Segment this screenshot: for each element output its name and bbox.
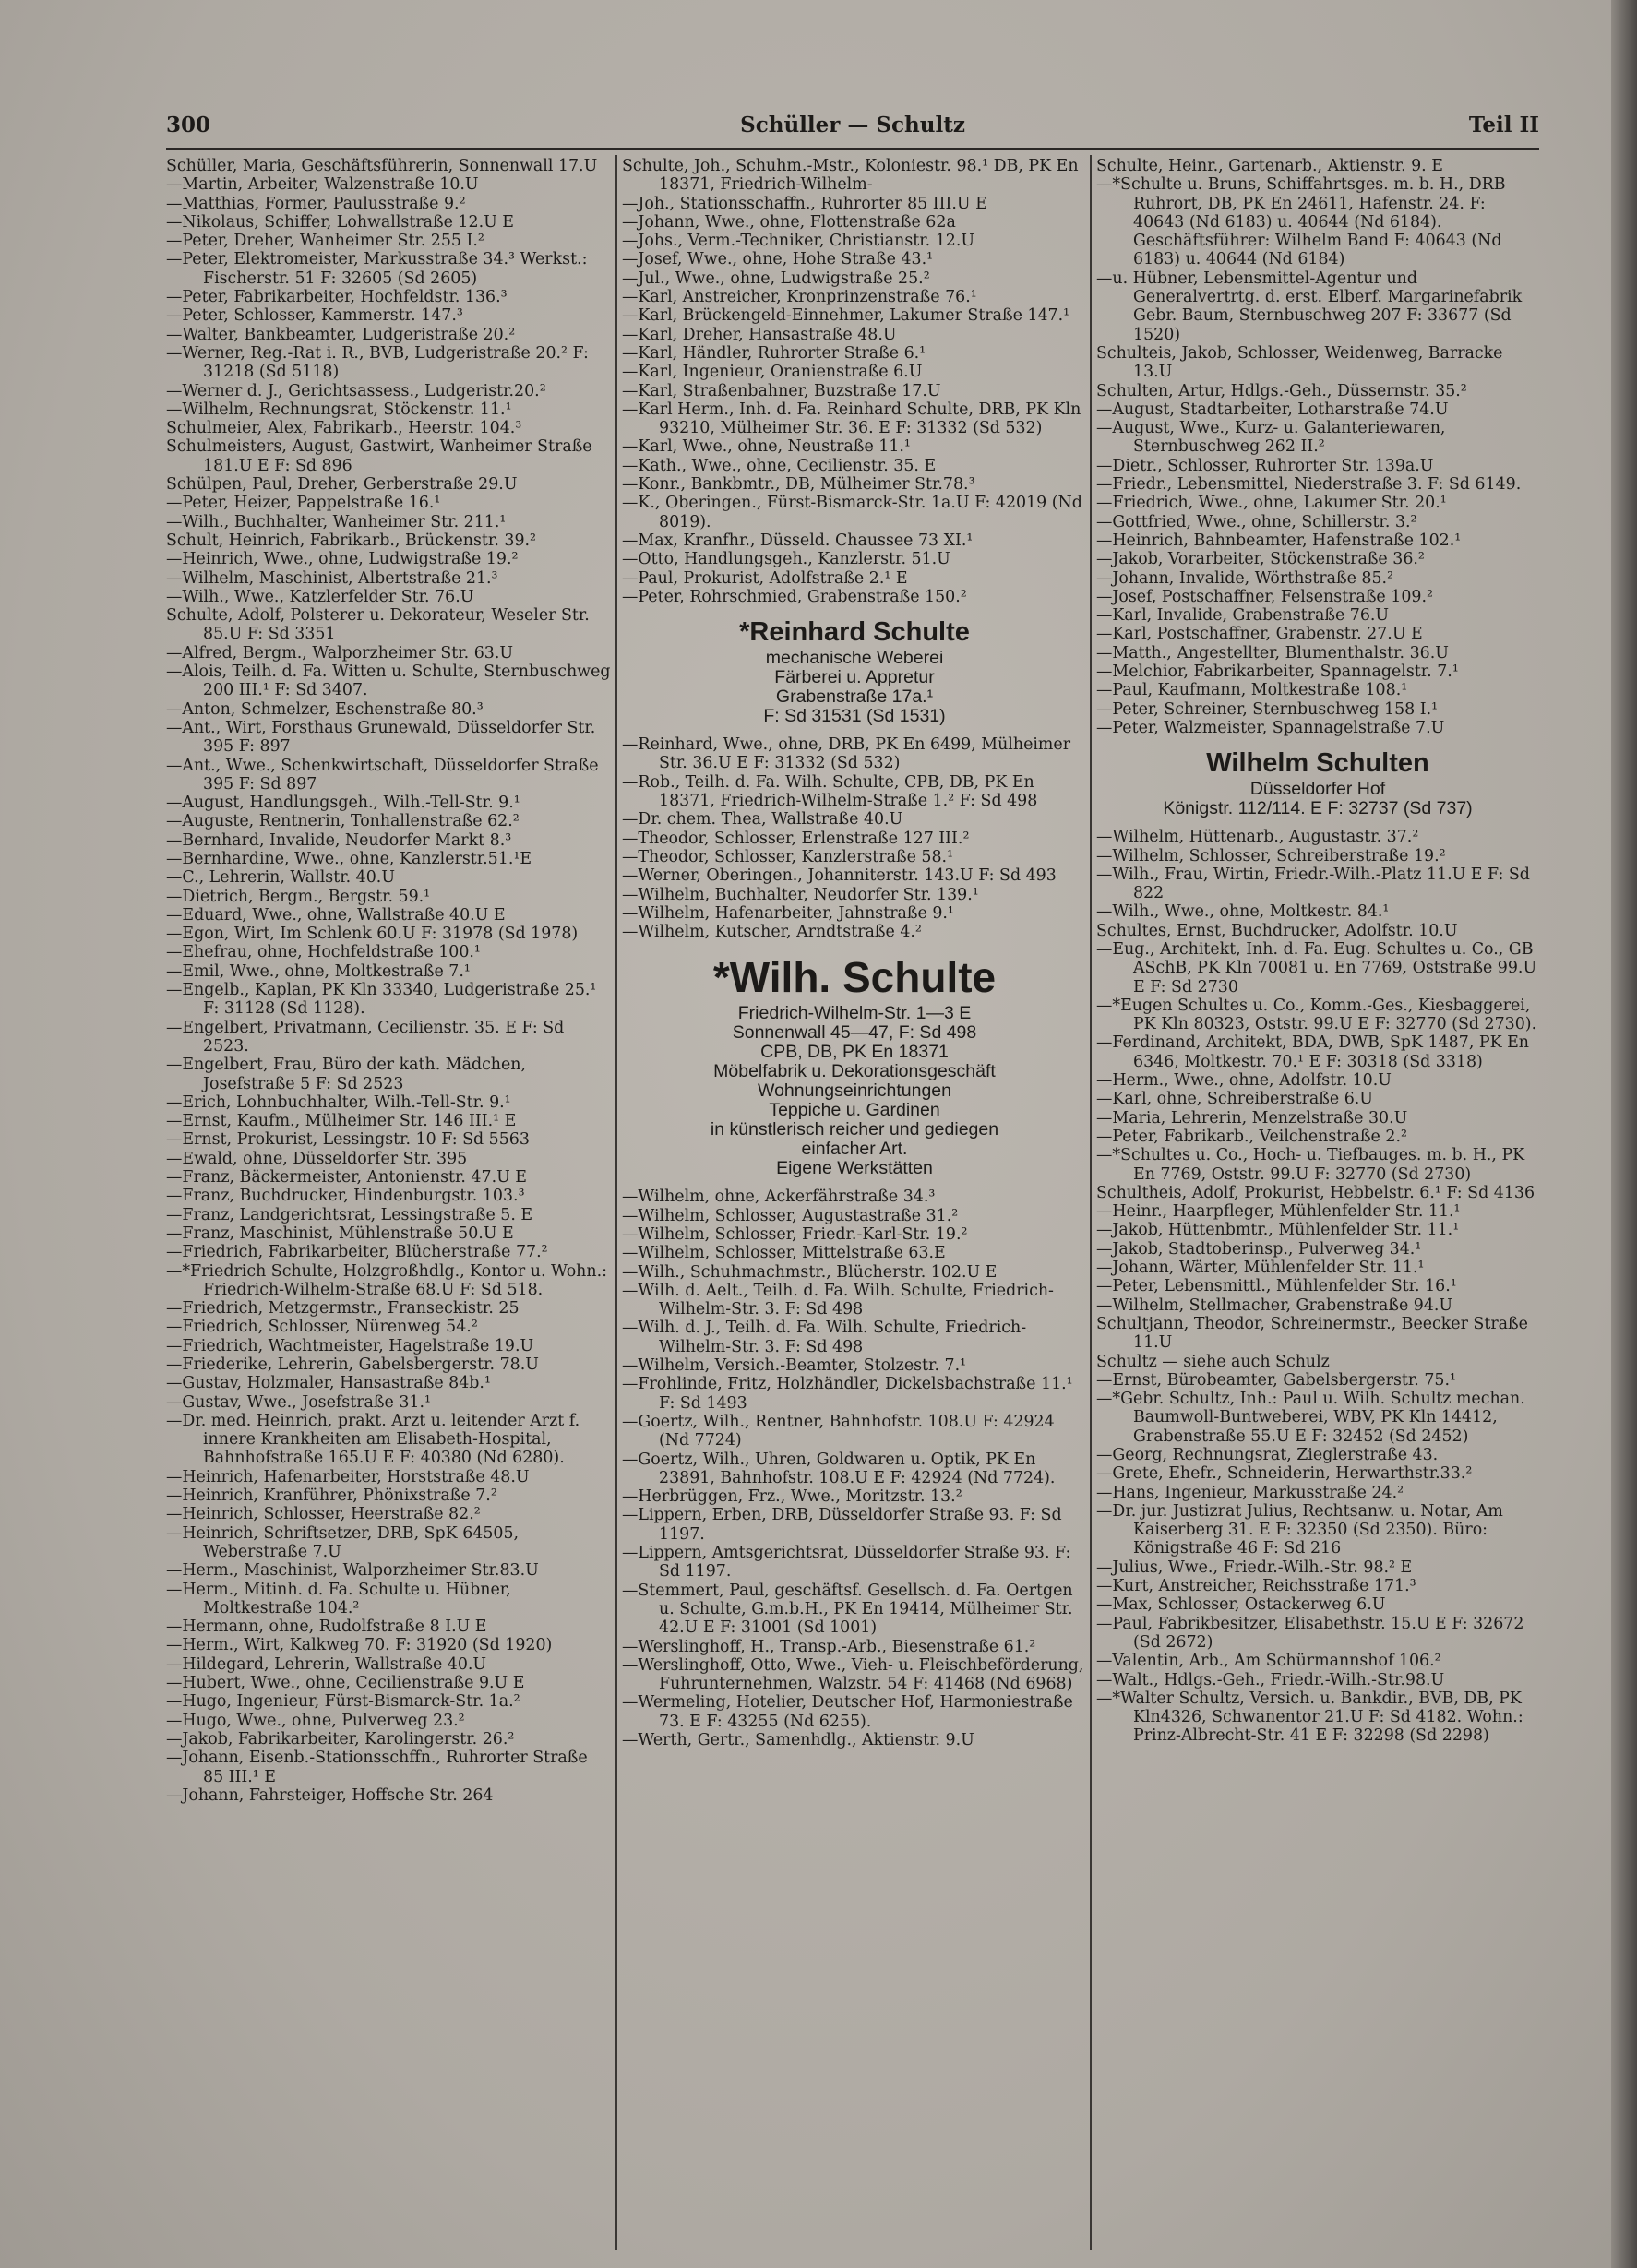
directory-entry: —Jakob, Fabrikarbeiter, Karolingerstr. 26.²	[166, 1729, 515, 1749]
directory-entry: —Kath., Wwe., ohne, Cecilienstr. 35. E	[622, 456, 937, 475]
directory-entry: —Peter, Fabrikarbeiter, Hochfeldstr. 136.³	[166, 288, 508, 307]
directory-entry: —Gustav, Holzmaler, Hansastraße 84b.¹	[166, 1374, 491, 1393]
directory-entry: —Gottfried, Wwe., ohne, Schillerstr. 3.²	[1096, 512, 1417, 531]
directory-entry: —Hubert, Wwe., ohne, Cecilienstraße 9.U E	[166, 1674, 525, 1693]
directory-entry: —Friedr., Lebensmittel, Niederstraße 3. F: Sd 6149.	[1096, 475, 1522, 495]
directory-entry: —Bernhard, Invalide, Neudorfer Markt 8.³	[166, 830, 512, 850]
directory-entry: —Dr. jur. Justizrat Julius, Rechtsanw. u. Notar, Am Kaiserberg 31. E F: 32350 (Sd 2350). Büro: Königstraße 46 F: Sd 216	[1096, 1501, 1503, 1558]
directory-entry: —Engelb., Kaplan, PK Kln 33340, Ludgeristraße 25.¹ F: 31128 (Sd 1128).	[166, 981, 597, 1019]
directory-entry: —Wilh., Schuhmachmstr., Blücherstr. 102.U E	[622, 1262, 998, 1282]
header-rule	[166, 148, 1539, 150]
directory-entry: —Jakob, Stadtoberinsp., Pulverweg 34.¹	[1096, 1239, 1422, 1259]
directory-entry: —Werner, Reg.-Rat i. R., BVB, Ludgeristraße 20.² F: 31218 (Sd 5118)	[166, 343, 589, 382]
directory-entry: —Karl Herm., Inh. d. Fa. Reinhard Schulte, DRB, PK Kln 93210, Mülheimer Str. 36. E F: 31332 (Sd 532)	[622, 400, 1081, 438]
directory-entry: —Joh., Stationsschaffn., Ruhrorter 85 III.U E	[622, 194, 987, 213]
directory-entry: —*Schultes u. Co., Hoch- u. Tiefbauges. m. b. H., PK En 7769, Oststr. 99.U F: 32770 (Sd 2730)	[1096, 1146, 1525, 1184]
ad-line: Färberei u. Appretur	[774, 667, 935, 688]
directory-entry: —Karl, Ingenieur, Oranienstraße 6.U	[622, 363, 923, 382]
directory-entry: —Max, Schlosser, Ostackerweg 6.U	[1096, 1595, 1386, 1615]
directory-entry: —Emil, Wwe., ohne, Moltkestraße 7.¹	[166, 961, 471, 981]
directory-entry: —Johann, Wwe., ohne, Flottenstraße 62a	[622, 212, 956, 232]
directory-entry: —Wilhelm, Buchhalter, Neudorfer Str. 139.¹	[622, 885, 979, 904]
directory-entry: —Peter, Walzmeister, Spannagelstraße 7.U	[1096, 718, 1445, 737]
directory-entry: —Lippern, Erben, DRB, Düsseldorfer Straße 93. F: Sd 1197.	[622, 1506, 1062, 1544]
directory-entry: —Karl, Straßenbahner, Buzstraße 17.U	[622, 381, 941, 400]
page-header	[166, 113, 1539, 144]
directory-entry: Schultes, Ernst, Buchdrucker, Adolfstr. 10.U	[1096, 921, 1458, 940]
directory-entry: —Franz, Buchdrucker, Hindenburgstr. 103.³	[166, 1187, 525, 1206]
directory-entry: —Hugo, Ingenieur, Fürst-Bismarck-Str. 1a.²	[166, 1692, 520, 1712]
directory-entry: —Stemmert, Paul, geschäftsf. Gesellsch. d. Fa. Oertgen u. Schulte, G.m.b.H., PK En 19414, Mülheimer Str. 42.U E F: 31001 (Sd 1001)	[622, 1581, 1073, 1638]
directory-entry: —Karl, ohne, Schreiberstraße 6.U	[1096, 1090, 1373, 1109]
directory-entry: —Jul., Wwe., ohne, Ludwigstraße 25.²	[622, 269, 930, 288]
ad-line: Sonnenwall 45—47, F: Sd 498	[732, 1022, 977, 1044]
directory-entry: —Jakob, Hüttenbmtr., Mühlenfelder Str. 11.¹	[1096, 1221, 1460, 1240]
directory-entry: —Grete, Ehefr., Schneiderin, Herwarthstr.33.²	[1096, 1464, 1473, 1484]
directory-entry: —Bernhardine, Wwe., ohne, Kanzlerstr.51.¹E	[166, 849, 532, 868]
directory-entry: —Johs., Verm.-Techniker, Christianstr. 12.U	[622, 232, 975, 251]
directory-entry: —Kurt, Anstreicher, Reichsstraße 171.³	[1096, 1577, 1416, 1596]
directory-entry: Schult, Heinrich, Fabrikarb., Brückenstr. 39.²	[166, 531, 537, 550]
directory-entry: —Lippern, Amtsgerichtsrat, Düsseldorfer Straße 93. F: Sd 1197.	[622, 1544, 1071, 1582]
directory-entry: —Hugo, Wwe., ohne, Pulverweg 23.²	[166, 1711, 465, 1730]
directory-entry: —Wilh., Wwe., ohne, Moltkestr. 84.¹	[1096, 902, 1390, 922]
directory-entry: —Karl, Invalide, Grabenstraße 76.U	[1096, 606, 1390, 626]
directory-entry: —Karl, Dreher, Hansastraße 48.U	[622, 325, 897, 344]
directory-entry: Schultheis, Adolf, Prokurist, Hebbelstr. 6.¹ F: Sd 4136	[1096, 1183, 1535, 1202]
directory-entry: —Wilhelm, Schlosser, Schreiberstraße 19.²	[1096, 846, 1446, 865]
directory-entry: —Friedrich, Wachtmeister, Hagelstraße 19.U	[166, 1336, 534, 1355]
directory-entry: —Friedrich, Schlosser, Nürenweg 54.²	[166, 1318, 478, 1337]
directory-entry: —Theodor, Schlosser, Kanzlerstraße 58.¹	[622, 847, 954, 866]
directory-entry: —Herm., Mitinh. d. Fa. Schulte u. Hübner, Moltkestraße 104.²	[166, 1580, 511, 1617]
directory-entry: Schulmeier, Alex, Fabrikarb., Heerstr. 104.³	[166, 419, 522, 438]
ad-line: Friedrich-Wilhelm-Str. 1—3 E	[737, 1003, 972, 1024]
directory-entry: —Wilhelm, Schlosser, Augustastraße 31.²	[622, 1206, 959, 1225]
directory-entry: —Ewald, ohne, Düsseldorfer Str. 395	[166, 1149, 468, 1168]
directory-entry: —Heinrich, Bahnbeamter, Hafenstraße 102.¹	[1096, 531, 1462, 550]
directory-entry: —Werner, Oberingen., Johanniterstr. 143.U F: Sd 493	[622, 866, 1057, 886]
directory-entry: —Karl, Postschaffner, Grabenstr. 27.U E	[1096, 625, 1423, 644]
directory-entry: Schultz — siehe auch Schulz	[1096, 1352, 1330, 1371]
directory-entry: Schulte, Heinr., Gartenarb., Aktienstr. 9. E	[1096, 157, 1443, 175]
ad-line: einfacher Art.	[801, 1139, 908, 1160]
directory-entry: —Herbrüggen, Frz., Wwe., Moritzstr. 13.²	[622, 1487, 962, 1507]
directory-entry: —Reinhard, Wwe., ohne, DRB, PK En 6499, Mülheimer Str. 36.U E F: 31332 (Sd 532)	[622, 735, 1071, 773]
directory-entry: —Egon, Wirt, Im Schlenk 60.U F: 31978 (Sd 1978)	[166, 925, 579, 944]
directory-entry: —Karl, Brückengeld-Einnehmer, Lakumer Straße 147.¹	[622, 306, 1070, 326]
directory-entry: —Peter, Schreiner, Sternbuschweg 158 I.¹	[1096, 699, 1439, 719]
directory-entry: —Wilhelm, Maschinist, Albertstraße 21.³	[166, 568, 498, 588]
directory-entry: —Johann, Eisenb.-Stationsschffn., Ruhrorter Straße 85 III.¹ E	[166, 1749, 588, 1786]
directory-entry: —August, Stadtarbeiter, Lotharstraße 74.U	[1096, 400, 1449, 419]
page-number: 300	[166, 113, 211, 137]
directory-entry: —Franz, Bäckermeister, Antonienstr. 47.U E	[166, 1168, 527, 1188]
directory-entry: —Eduard, Wwe., ohne, Wallstraße 40.U E	[166, 905, 506, 925]
directory-entry: —Heinrich, Hafenarbeiter, Horststraße 48.U	[166, 1467, 530, 1486]
directory-entry: —Hermann, ohne, Rudolfstraße 8 I.U E	[166, 1617, 487, 1637]
directory-entry: —Werslinghoff, H., Transp.-Arb., Biesenstraße 61.²	[622, 1637, 1036, 1656]
directory-entry: Schülpen, Paul, Dreher, Gerberstraße 29.U	[166, 475, 518, 495]
directory-entry: —*Schulte u. Bruns, Schiffahrtsges. m. b. H., DRB Ruhrort, DB, PK En 24611, Hafenstr. 24. F: 40643 (Nd 6183) u. 40644 (Nd 6184). Geschäftsführer: Wilhelm Band F: 40643 (Nd 6183) u. 40644 (Nd 6184)	[1096, 175, 1506, 269]
column-1	[166, 157, 613, 2256]
directory-entry: —Dietrich, Bergm., Bergstr. 59.¹	[166, 887, 431, 906]
directory-entry: —Heinrich, Kranführer, Phönixstraße 7.²	[166, 1486, 497, 1506]
directory-entry: —Peter, Fabrikarb., Veilchenstraße 2.²	[1096, 1127, 1407, 1146]
directory-entry: —Peter, Dreher, Wanheimer Str. 255 I.²	[166, 232, 484, 251]
ad-line: Wohnungseinrichtungen	[758, 1080, 951, 1102]
directory-entry: —Walter, Bankbeamter, Ludgeristraße 20.²	[166, 325, 516, 344]
directory-entry: —August, Wwe., Kurz- u. Galanteriewaren, Sternbuschweg 262 II.²	[1096, 419, 1446, 457]
directory-entry: —Wilhelm, Kutscher, Arndtstraße 4.²	[622, 923, 922, 942]
directory-entry: —Peter, Lebensmittl., Mühlenfelder Str. 16.¹	[1096, 1277, 1457, 1296]
directory-entry: —Julius, Wwe., Friedr.-Wilh.-Str. 98.² E	[1096, 1558, 1413, 1577]
directory-entry: Schultjann, Theodor, Schreinermstr., Beecker Straße 11.U	[1096, 1314, 1528, 1353]
directory-entry: —August, Handlungsgeh., Wilh.-Tell-Str. 9.¹	[166, 794, 520, 813]
column-3	[1096, 157, 1539, 2256]
ad-title: Wilhelm Schulten	[1206, 748, 1429, 779]
directory-entry: —Erich, Lohnbuchhalter, Wilh.-Tell-Str. 9.¹	[166, 1092, 511, 1112]
directory-entry: —Ant., Wirt, Forsthaus Grunewald, Düsseldorfer Str. 395 F: 897	[166, 718, 596, 757]
directory-entry: —Karl, Händler, Ruhrorter Straße 6.¹	[622, 343, 926, 363]
directory-entry: —Josef, Postschaffner, Felsenstraße 109.²	[1096, 587, 1433, 606]
directory-entry: —Werth, Gertr., Samenhdlg., Aktienstr. 9.U	[622, 1731, 974, 1749]
directory-entry: —Melchior, Fabrikarbeiter, Spannagelstr. 7.¹	[1096, 662, 1459, 682]
directory-entry: —*Eugen Schultes u. Co., Komm.-Ges., Kiesbaggerei, PK Kln 80323, Oststr. 99.U E F: 32770 (Sd 2730).	[1096, 996, 1537, 1034]
directory-entry: —Wilh., Buchhalter, Wanheimer Str. 211.¹	[166, 512, 507, 531]
directory-entry: —Heinrich, Wwe., ohne, Ludwigstraße 19.²	[166, 550, 519, 569]
directory-entry: —Paul, Kaufmann, Moltkestraße 108.¹	[1096, 681, 1408, 700]
ad-reinhard-schulte	[622, 615, 1087, 726]
directory-entry: —Herm., Wirt, Kalkweg 70. F: 31920 (Sd 1920)	[166, 1636, 553, 1655]
directory-entry: —K., Oberingen., Fürst-Bismarck-Str. 1a.U F: 42019 (Nd 8019).	[622, 494, 1082, 531]
directory-entry: —Maria, Lehrerin, Menzelstraße 30.U	[1096, 1108, 1408, 1128]
directory-entry: —*Walter Schultz, Versich. u. Bankdir., BVB, DB, PK Kln4326, Schwanentor 21.U F: Sd 4182. Wohn.: Prinz-Albrecht-Str. 41 E F: 32298 (Sd 2298)	[1096, 1689, 1523, 1746]
directory-entry: —Anton, Schmelzer, Eschenstraße 80.³	[166, 699, 484, 719]
directory-entry: —Johann, Wärter, Mühlenfelder Str. 11.¹	[1096, 1259, 1425, 1278]
column-2	[622, 157, 1087, 2256]
ad-wilhelm-schulten	[1096, 746, 1539, 818]
column-separator	[1090, 155, 1092, 2250]
directory-entry: —Ant., Wwe., Schenkwirtschaft, Düsseldorfer Straße 395 F: Sd 897	[166, 756, 599, 794]
directory-entry: —Wilhelm, Versich.-Beamter, Stolzestr. 7.¹	[622, 1356, 967, 1376]
running-head: Schüller — Schultz	[740, 113, 965, 137]
directory-entry: —Eug., Architekt, Inh. d. Fa. Eug. Schultes u. Co., GB ASchB, PK Kln 70081 u. En 7769, Oststraße 99.U E F: Sd 2730	[1096, 939, 1537, 997]
directory-entry: —Hildegard, Lehrerin, Wallstraße 40.U	[166, 1654, 487, 1674]
directory-entry: —Heinr., Haarpfleger, Mühlenfelder Str. 11.¹	[1096, 1202, 1461, 1222]
directory-entry: —Heinrich, Schriftsetzer, DRB, SpK 64505, Weberstraße 7.U	[166, 1523, 520, 1561]
directory-entry: —Dietr., Schlosser, Ruhrorter Str. 139a.U	[1096, 456, 1434, 475]
directory-entry: —Matth., Angestellter, Blumenthalstr. 36.U	[1096, 643, 1449, 662]
directory-entry: —Ferdinand, Architekt, BDA, DWB, SpK 1487, PK En 6346, Moltkestr. 70.¹ E F: 30318 (Sd 3318)	[1096, 1033, 1529, 1071]
directory-entry: —Werner d. J., Gerichtsassess., Ludgeristr.20.²	[166, 381, 546, 400]
ad-line: F: Sd 31531 (Sd 1531)	[763, 706, 946, 727]
directory-entry: —Alfred, Bergm., Walporzheimer Str. 63.U	[166, 643, 514, 662]
directory-entry: —Engelbert, Privatmann, Cecilienstr. 35. E F: Sd 2523.	[166, 1018, 565, 1056]
directory-entry: Schulte, Adolf, Polsterer u. Dekorateur, Weseler Str. 85.U F: Sd 3351	[166, 606, 590, 644]
directory-entry: —Auguste, Rentnerin, Tonhallenstraße 62.²	[166, 812, 520, 831]
directory-entry: —Werslinghoff, Otto, Wwe., Vieh- u. Fleischbeförderung, Fuhrunternehmen, Walzstr. 54 F: 41468 (Nd 6968)	[622, 1655, 1084, 1694]
directory-entry: —Max, Kranfhr., Düsseld. Chaussee 73 XI.¹	[622, 531, 974, 550]
directory-entry: Schulte, Joh., Schuhm.-Mstr., Koloniestr. 98.¹ DB, PK En 18371, Friedrich-Wilhelm-	[622, 157, 1079, 195]
directory-entry: —Rob., Teilh. d. Fa. Wilh. Schulte, CPB, DB, PK En 18371, Friedrich-Wilhelm-Straße 1.² F: Sd 498	[622, 772, 1038, 811]
directory-entry: —Wilh. d. J., Teilh. d. Fa. Wilh. Schulte, Friedrich-Wilhelm-Str. 3. F: Sd 498	[622, 1319, 1027, 1356]
directory-entry: —Herm., Wwe., ohne, Adolfstr. 10.U	[1096, 1071, 1392, 1091]
ad-line: Möbelfabrik u. Dekorationsgeschäft	[713, 1061, 996, 1082]
directory-entry: —*Gebr. Schultz, Inh.: Paul u. Wilh. Schultz mechan. Baumwoll-Buntweberei, WBV, PK Kln 14412, Grabenstraße 55.U E F: 32452 (Sd 2452)	[1096, 1390, 1525, 1446]
directory-entry: —Wilhelm, Schlosser, Mittelstraße 63.E	[622, 1244, 946, 1263]
directory-entry: —Valentin, Arb., Am Schürmannshof 106.²	[1096, 1652, 1441, 1671]
ad-line: Eigene Werkstätten	[776, 1158, 933, 1179]
directory-entry: —Jakob, Vorarbeiter, Stöckenstraße 36.²	[1096, 550, 1425, 569]
directory-entry: —Wilhelm, Stellmacher, Grabenstraße 94.U	[1096, 1295, 1453, 1315]
ad-wilh-schulte	[622, 950, 1087, 1178]
directory-entry: Schulmeisters, August, Gastwirt, Wanheimer Straße 181.U E F: Sd 896	[166, 437, 592, 475]
directory-entry: —Peter, Elektromeister, Markusstraße 34.³ Werkst.: Fischerstr. 51 F: 32605 (Sd 2605)	[166, 250, 588, 288]
directory-entry: Schulten, Artur, Hdlgs.-Geh., Düssernstr. 35.²	[1096, 381, 1467, 400]
directory-entry: —Friedrich, Wwe., ohne, Lakumer Str. 20.¹	[1096, 494, 1447, 513]
directory-entry: —Friedrich, Metzgermstr., Franseckistr. 25	[166, 1299, 520, 1319]
ad-line: mechanische Weberei	[765, 648, 944, 669]
directory-entry: —Karl, Anstreicher, Kronprinzenstraße 76.¹	[622, 288, 977, 307]
directory-entry: —Johann, Fahrsteiger, Hoffsche Str. 264	[166, 1785, 494, 1805]
directory-entry: —Wilh., Wwe., Katzlerfelder Str. 76.U	[166, 587, 474, 606]
directory-entry: —Wilhelm, Rechnungsrat, Stöckenstr. 11.¹	[166, 400, 512, 419]
directory-entry: —Otto, Handlungsgeh., Kanzlerstr. 51.U	[622, 550, 950, 569]
directory-entry: —Konr., Bankbmtr., DB, Mülheimer Str.78.³	[622, 475, 975, 495]
directory-entry: —Johann, Invalide, Wörthstraße 85.²	[1096, 568, 1394, 588]
directory-entry: —Georg, Rechnungsrat, Zieglerstraße 43.	[1096, 1446, 1439, 1464]
directory-entry: —Dr. med. Heinrich, prakt. Arzt u. leitender Arzt f. innere Krankheiten am Elisabeth-Hospital, Bahnhofstraße 165.U E F: 40380 (Nd 6280).	[166, 1411, 580, 1468]
directory-entry: —Wermeling, Hotelier, Deutscher Hof, Harmoniestraße 73. E F: 43255 (Nd 6255).	[622, 1693, 1073, 1731]
directory-entry: Schüller, Maria, Geschäftsführerin, Sonnenwall 17.U	[166, 157, 598, 175]
directory-entry: —Walt., Hdlgs.-Geh., Friedr.-Wilh.-Str.98.U	[1096, 1670, 1445, 1689]
directory-entry: Schulteis, Jakob, Schlosser, Weidenweg, Barracke 13.U	[1096, 343, 1503, 382]
directory-entry: —Goertz, Wilh., Uhren, Goldwaren u. Optik, PK En 23891, Bahnhofstr. 108.U E F: 42924 (Nd 7724).	[622, 1450, 1056, 1487]
ad-line: Königstr. 112/114. E F: 32737 (Sd 737)	[1163, 798, 1473, 819]
directory-entry: —Alois, Teilh. d. Fa. Witten u. Schulte, Sternbuschweg 200 III.¹ F: Sd 3407.	[166, 662, 611, 700]
directory-entry: —Wilh., Frau, Wirtin, Friedr.-Wilh.-Platz 11.U E F: Sd 822	[1096, 865, 1530, 903]
ad-line: Grabenstraße 17a.¹	[775, 686, 934, 708]
directory-entry: —Hans, Ingenieur, Markusstraße 24.²	[1096, 1483, 1404, 1502]
directory-entry: —Peter, Rohrschmied, Grabenstraße 150.²	[622, 587, 967, 606]
directory-entry: —Paul, Fabrikbesitzer, Elisabethstr. 15.U E F: 32672 (Sd 2672)	[1096, 1614, 1524, 1652]
directory-entry: —Goertz, Wilh., Rentner, Bahnhofstr. 108.U F: 42924 (Nd 7724)	[622, 1412, 1055, 1450]
directory-entry: —Herm., Maschinist, Walporzheimer Str.83.U	[166, 1561, 539, 1581]
directory-entry: —C., Lehrerin, Wallstr. 40.U	[166, 868, 395, 888]
directory-entry: —Peter, Heizer, Pappelstraße 16.¹	[166, 494, 441, 513]
directory-entry: —Friederike, Lehrerin, Gabelsbergerstr. 78.U	[166, 1355, 539, 1374]
ad-line: CPB, DB, PK En 18371	[760, 1042, 949, 1063]
ad-title: *Wilh. Schulte	[712, 953, 997, 1002]
directory-entry: —Heinrich, Schlosser, Heerstraße 82.²	[166, 1505, 481, 1524]
directory-entry: —Ernst, Kaufm., Mülheimer Str. 146 III.¹ E	[166, 1112, 517, 1131]
directory-entry: —Wilhelm, Hüttenarb., Augustastr. 37.²	[1096, 828, 1419, 847]
directory-entry: —Theodor, Schlosser, Erlenstraße 127 III.²	[622, 829, 970, 848]
directory-entry: —Engelbert, Frau, Büro der kath. Mädchen, Josefstraße 5 F: Sd 2523	[166, 1056, 527, 1093]
directory-entry: —Ehefrau, ohne, Hochfeldstraße 100.¹	[166, 943, 481, 962]
directory-entry: —Nikolaus, Schiffer, Lohwallstraße 12.U E	[166, 212, 514, 232]
directory-entry: —Ernst, Bürobeamter, Gabelsbergerstr. 75.¹	[1096, 1370, 1456, 1390]
ad-line: in künstlerisch reicher und gediegen	[710, 1119, 999, 1140]
ad-line: Teppiche u. Gardinen	[769, 1100, 940, 1121]
page-edge-shadow	[1611, 0, 1637, 2268]
column-separator	[615, 155, 617, 2250]
ad-title: *Reinhard Schulte	[739, 617, 970, 648]
directory-entry: —Paul, Prokurist, Adolfstraße 2.¹ E	[622, 568, 908, 588]
directory-entry: —Gustav, Wwe., Josefstraße 31.¹	[166, 1392, 431, 1412]
directory-entry: —Friedrich, Fabrikarbeiter, Blücherstraße 77.²	[166, 1243, 548, 1262]
directory-entry: —Peter, Schlosser, Kammerstr. 147.³	[166, 306, 463, 326]
directory-entry: —u. Hübner, Lebensmittel-Agentur und Generalvertrtg. d. erst. Elberf. Margarinefabrik Gebr. Baum, Sternbuschweg 207 F: 33677 (Sd 1520)	[1096, 269, 1523, 344]
directory-entry: —Matthias, Former, Paulusstraße 9.²	[166, 194, 466, 213]
directory-entry: —Franz, Maschinist, Mühlenstraße 50.U E	[166, 1224, 514, 1243]
directory-entry: —Josef, Wwe., ohne, Hohe Straße 43.¹	[622, 250, 934, 269]
directory-entry: —Franz, Landgerichtsrat, Lessingstraße 5. E	[166, 1205, 533, 1224]
directory-entry: —Wilh. d. Aelt., Teilh. d. Fa. Wilh. Schulte, Friedrich-Wilhelm-Str. 3. F: Sd 498	[622, 1281, 1054, 1319]
directory-entry: —*Friedrich Schulte, Holzgroßhdlg., Kontor u. Wohn.: Friedrich-Wilhelm-Straße 68.U F: Sd 518.	[166, 1261, 607, 1299]
directory-entry: —Wilhelm, Hafenarbeiter, Jahnstraße 9.¹	[622, 903, 954, 923]
ad-line: Düsseldorfer Hof	[1249, 779, 1386, 800]
directory-entry: —Wilhelm, ohne, Ackerfährstraße 34.³	[622, 1188, 936, 1207]
directory-entry: —Dr. chem. Thea, Wallstraße 40.U	[622, 810, 903, 830]
directory-entry: —Martin, Arbeiter, Walzenstraße 10.U	[166, 175, 479, 195]
part-label: Teil II	[1468, 113, 1539, 137]
directory-entry: —Frohlinde, Fritz, Holzhändler, Dickelsbachstraße 11.¹ F: Sd 1493	[622, 1375, 1073, 1413]
directory-entry: —Wilhelm, Schlosser, Friedr.-Karl-Str. 19.²	[622, 1224, 968, 1244]
directory-entry: —Karl, Wwe., ohne, Neustraße 11.¹	[622, 437, 911, 457]
directory-entry: —Ernst, Prokurist, Lessingstr. 10 F: Sd 5563	[166, 1130, 530, 1150]
